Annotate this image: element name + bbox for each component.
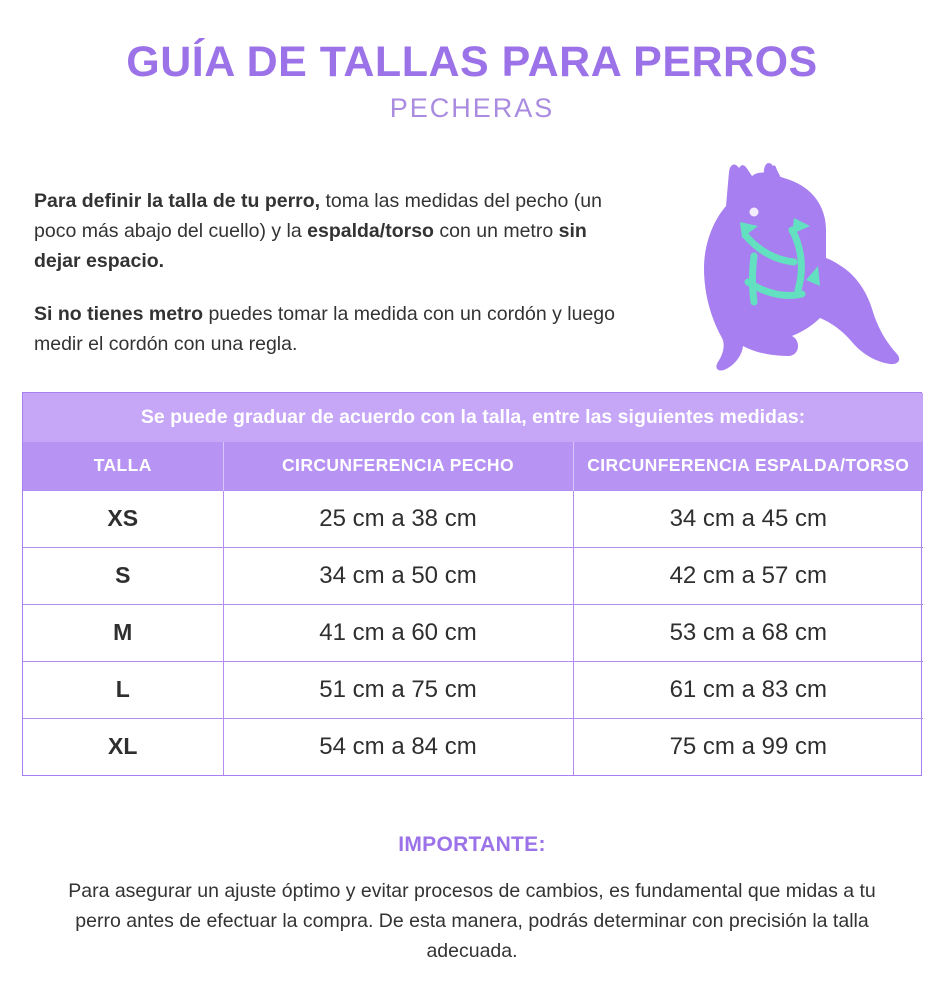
dog-with-harness-illustration: [642, 160, 922, 380]
table-row: [23, 661, 923, 718]
table-banner-row: [23, 393, 923, 442]
cell-espalda: 34 cm a 45 cm: [573, 490, 923, 547]
intro-p1-text-2: con un metro: [433, 220, 559, 243]
footer-note: Para asegurar un ajuste óptimo y evitar procesos de cambios, es fundamental que midas a tu perro antes de efectuar la compra. De esta manera, podrás determinar con precisión la talla adecuada.: [68, 880, 876, 963]
cell-talla: M: [23, 604, 223, 661]
intro-p1-bold-1: Para definir la talla de tu perro,: [34, 190, 321, 212]
cell-talla: L: [23, 661, 223, 718]
table-row: [23, 604, 923, 661]
table-row: [23, 490, 923, 547]
cell-pecho: 51 cm a 75 cm: [223, 661, 573, 718]
page-subtitle: PECHERAS: [389, 93, 555, 124]
column-header-talla: TALLA: [23, 442, 223, 490]
cell-espalda: 61 cm a 83 cm: [573, 661, 923, 718]
size-table: [22, 392, 922, 776]
intro-paragraph-2: [34, 299, 634, 359]
intro-p2-text-1: puedes tomar la medida con un cordón y luego medir el cordón con una regla.: [34, 302, 615, 355]
table-banner-text: Se puede graduar de acuerdo con la talla, entre las siguientes medidas:: [23, 393, 923, 442]
cell-espalda: 75 cm a 99 cm: [573, 718, 923, 775]
intro-text: [34, 186, 634, 381]
page-title: GUÍA DE TALLAS PARA PERROS: [126, 38, 818, 86]
table-header-row: [23, 442, 923, 490]
cell-pecho: 54 cm a 84 cm: [223, 718, 573, 775]
intro-p1-bold-3: sin dejar espacio.: [34, 220, 587, 273]
intro-paragraph-1: [34, 186, 634, 277]
cell-talla: XS: [23, 490, 223, 547]
important-label: IMPORTANTE:: [398, 833, 546, 856]
cell-espalda: 53 cm a 68 cm: [573, 604, 923, 661]
cell-espalda: 42 cm a 57 cm: [573, 547, 923, 604]
table-row: [23, 718, 923, 775]
table-row: [23, 547, 923, 604]
intro-p1-text-1: toma las medidas del pecho (un poco más abajo del cuello) y la: [34, 190, 602, 243]
cell-pecho: 41 cm a 60 cm: [223, 604, 573, 661]
intro-p2-bold-1: Si no tienes metro: [34, 302, 204, 325]
cell-talla: S: [23, 547, 223, 604]
cell-talla: XL: [23, 718, 223, 775]
size-guide-page: [0, 40, 944, 984]
column-header-espalda: CIRCUNFERENCIA ESPALDA/TORSO: [573, 442, 923, 490]
column-header-pecho: CIRCUNFERENCIA PECHO: [223, 442, 573, 490]
intro-p1-bold-2: espalda/torso: [307, 220, 434, 243]
cell-pecho: 25 cm a 38 cm: [223, 490, 573, 547]
cell-pecho: 34 cm a 50 cm: [223, 547, 573, 604]
